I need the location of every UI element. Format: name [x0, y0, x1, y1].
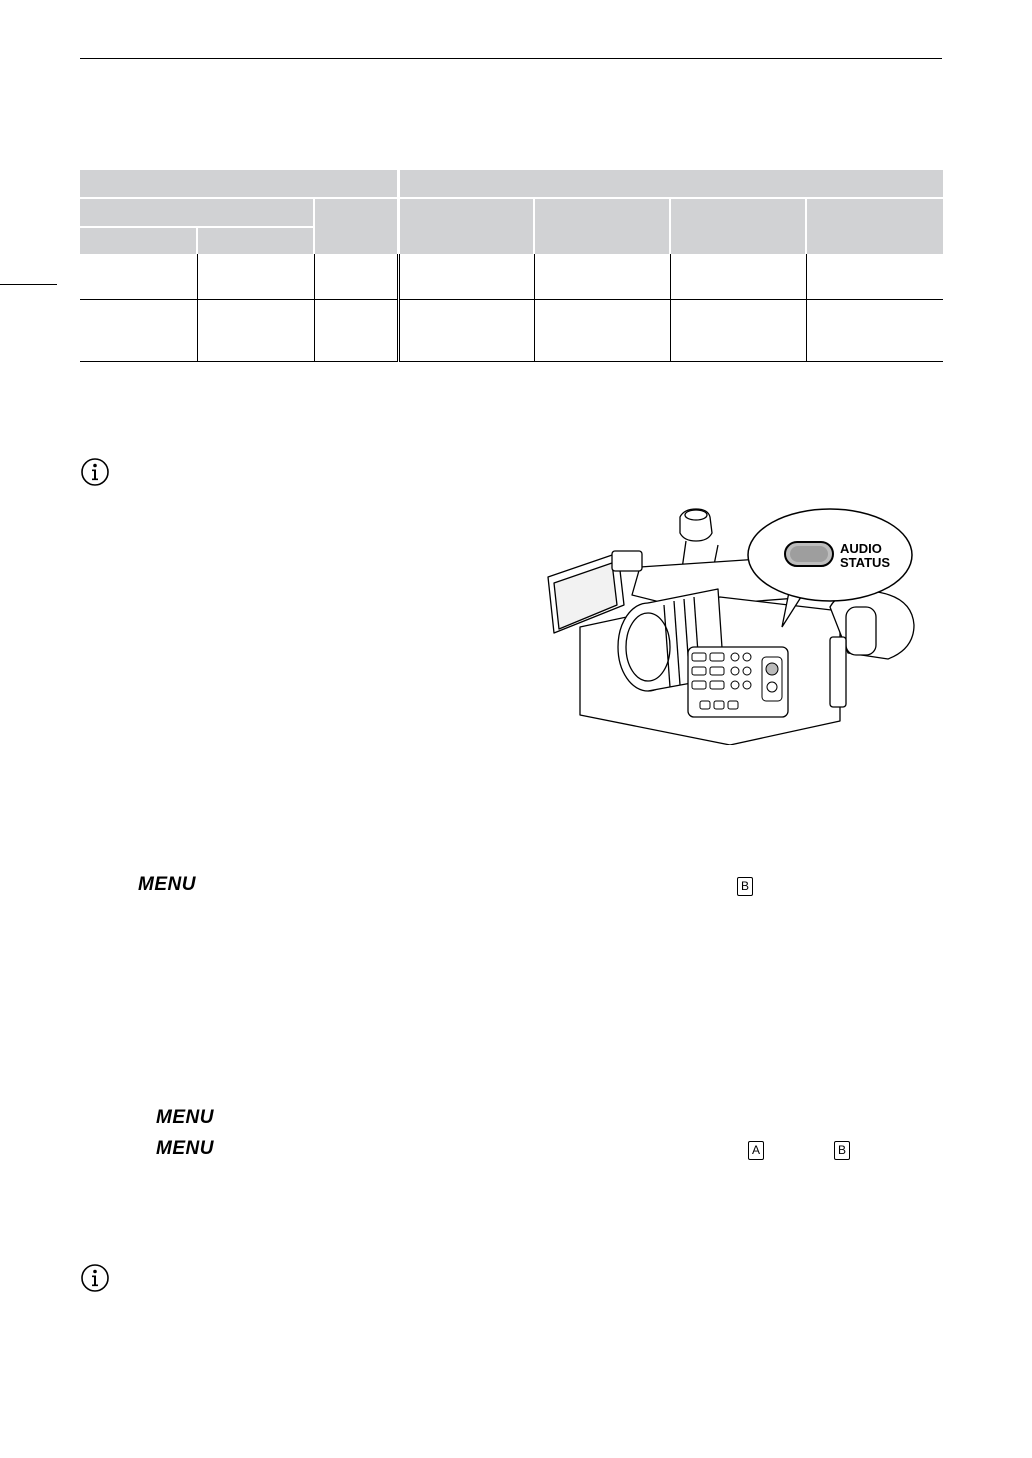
table-cell: [670, 254, 806, 300]
key-label-box: A: [748, 1141, 764, 1160]
table-cell: [197, 300, 314, 362]
header-rule: [80, 58, 942, 59]
menu-button-glyph: MENU: [156, 1138, 214, 1159]
table-cell: [398, 254, 534, 300]
table-subheader: [314, 198, 398, 254]
table-cell: [80, 300, 197, 362]
table-subheader: [806, 198, 943, 254]
table-subheader: [80, 227, 197, 254]
chapter-edge-mark: [0, 284, 57, 285]
menu-button-glyph: MENU: [138, 874, 196, 895]
table-cell: [670, 300, 806, 362]
callout-label-line2: STATUS: [840, 555, 891, 570]
menu-button-glyph: MENU: [156, 1107, 214, 1128]
table-cell: [398, 300, 534, 362]
table-cell: [534, 300, 670, 362]
table-row: [80, 300, 943, 362]
table-row: [80, 254, 943, 300]
table-cell: [314, 254, 398, 300]
table-cell: [534, 254, 670, 300]
table-subheader: [398, 198, 534, 254]
table-subheader: [197, 227, 314, 254]
key-label-box: B: [834, 1141, 850, 1160]
table-cell: [197, 254, 314, 300]
table-subheader: [534, 198, 670, 254]
key-label-box: B: [737, 877, 753, 896]
table-group-header-input: [80, 170, 398, 198]
note-info-icon: [80, 1263, 110, 1293]
table-group-header-output: [398, 170, 943, 198]
camcorder-illustration: [540, 497, 940, 745]
audio-settings-table: [80, 170, 943, 362]
table-cell: [806, 254, 943, 300]
note-info-icon: [80, 457, 110, 487]
table-cell: [314, 300, 398, 362]
table-cell: [806, 300, 943, 362]
table-cell: [80, 254, 197, 300]
table-subheader: [80, 198, 314, 227]
table-subheader: [670, 198, 806, 254]
callout-label-line1: AUDIO: [840, 541, 882, 556]
